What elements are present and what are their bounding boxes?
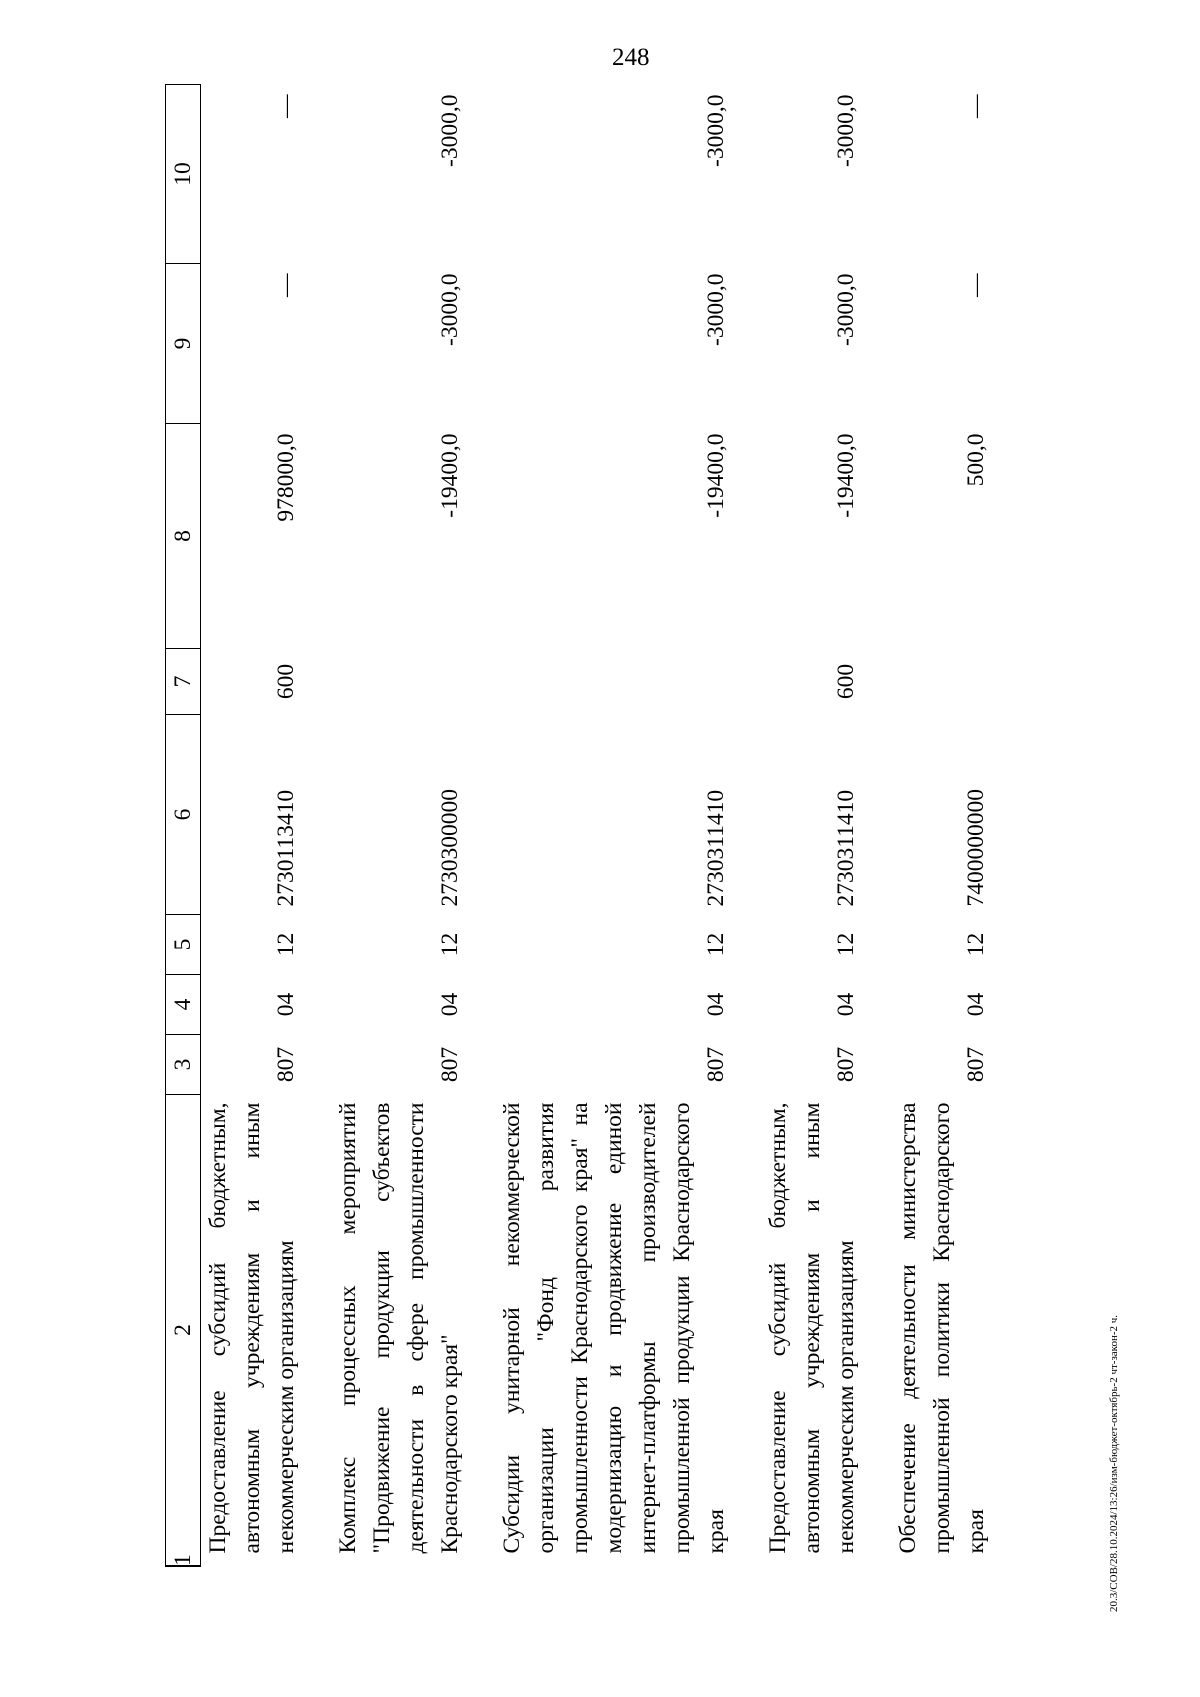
cell-amount-col9: -3000,0 [703, 273, 729, 346]
cell-section: 04 [833, 992, 859, 1017]
cell-subsection: 12 [437, 932, 463, 957]
cell-target-article: 7400000000 [963, 789, 989, 907]
cell-ministry-code: 807 [437, 1046, 463, 1083]
table-row [331, 85, 495, 1567]
cell-amount-col8: -19400,0 [833, 433, 859, 518]
rotated-table-container [165, 85, 989, 1567]
header-cell: 3 [166, 1035, 201, 1095]
cell-target-article: 2730113410 [273, 789, 299, 907]
cell-amount-col9: — [273, 273, 299, 297]
header-cell: 10 [166, 85, 201, 264]
header-cell: 4 [166, 975, 201, 1035]
cell-ministry-code: 807 [273, 1046, 299, 1083]
cell-section: 04 [963, 992, 989, 1017]
cell-amount-col9: -3000,0 [833, 273, 859, 346]
table-row [495, 85, 761, 1567]
header-cell: 8 [166, 424, 201, 649]
cell-expense-type: 600 [833, 663, 859, 700]
cell-ministry-code: 807 [703, 1046, 729, 1083]
cell-subsection: 12 [273, 932, 299, 957]
cell-expense-type [495, 649, 761, 715]
row-description: Комплекс процессных мероприятий "Продвижение продукции субъектов деятельности в сфере промышленности Краснодарского края" [335, 1102, 463, 1554]
cell-amount-col9: -3000,0 [437, 273, 463, 346]
cell-expense-type [891, 649, 1021, 715]
cell-amount-col8: -19400,0 [437, 433, 463, 518]
row-description: Предоставление субсидий бюджетным, автономным учреждениям и иным некоммерческим организациям [205, 1102, 299, 1554]
cell-target-article: 2730311410 [833, 789, 859, 907]
cell-amount-col8: 978000,0 [273, 433, 299, 522]
cell-section: 04 [437, 992, 463, 1017]
cell-amount-col9: — [963, 273, 989, 297]
row-description: Предоставление субсидий бюджетным, автономным учреждениям и иным некоммерческим организациям [765, 1102, 859, 1554]
row-description: Субсидии унитарной некоммерческой организации "Фонд развития промышленности Краснодарского края" на модернизацию и продвижение единой интернет-платформы производителей промышленной продукции Краснодарского края [499, 1102, 729, 1554]
budget-table [165, 84, 1021, 1567]
cell-section: 04 [703, 992, 729, 1017]
cell-amount-col10: -3000,0 [703, 94, 729, 167]
header-cell: 5 [166, 915, 201, 975]
header-cell: 7 [166, 649, 201, 715]
cell-target-article: 2730311410 [703, 789, 729, 907]
table-row [761, 85, 891, 1567]
cell-amount-col8: 500,0 [963, 433, 989, 487]
cell-expense-type: 600 [273, 663, 299, 700]
cell-subsection: 12 [833, 932, 859, 957]
header-cell: 6 [166, 715, 201, 915]
header-cell: 1 [166, 1566, 201, 1567]
cell-subsection: 12 [703, 932, 729, 957]
cell-ministry-code: 807 [963, 1046, 989, 1083]
page-number: 248 [612, 44, 650, 71]
header-cell: 9 [166, 264, 201, 424]
cell-ministry-code: 807 [833, 1046, 859, 1083]
cell-amount-col8: -19400,0 [703, 433, 729, 518]
table-header-row [166, 85, 201, 1567]
table-row [891, 85, 1021, 1567]
cell-expense-type [331, 649, 495, 715]
cell-section: 04 [273, 992, 299, 1017]
cell-amount-col10: -3000,0 [833, 94, 859, 167]
cell-subsection: 12 [963, 932, 989, 957]
header-cell: 2 [166, 1095, 201, 1566]
table-row [201, 85, 332, 1567]
cell-amount-col10: -3000,0 [437, 94, 463, 167]
row-description: Обеспечение деятельности министерства промышленной политики Краснодарского края [895, 1102, 989, 1554]
cell-target-article: 2730300000 [437, 789, 463, 907]
cell-amount-col10: — [273, 94, 299, 118]
cell-amount-col10: — [963, 94, 989, 118]
footer-text: 20.3/СОВ/28.10.2024/13:26/изм-бюджет-октябрь-2 чт-закон-2 ч. [1108, 1314, 1120, 1612]
